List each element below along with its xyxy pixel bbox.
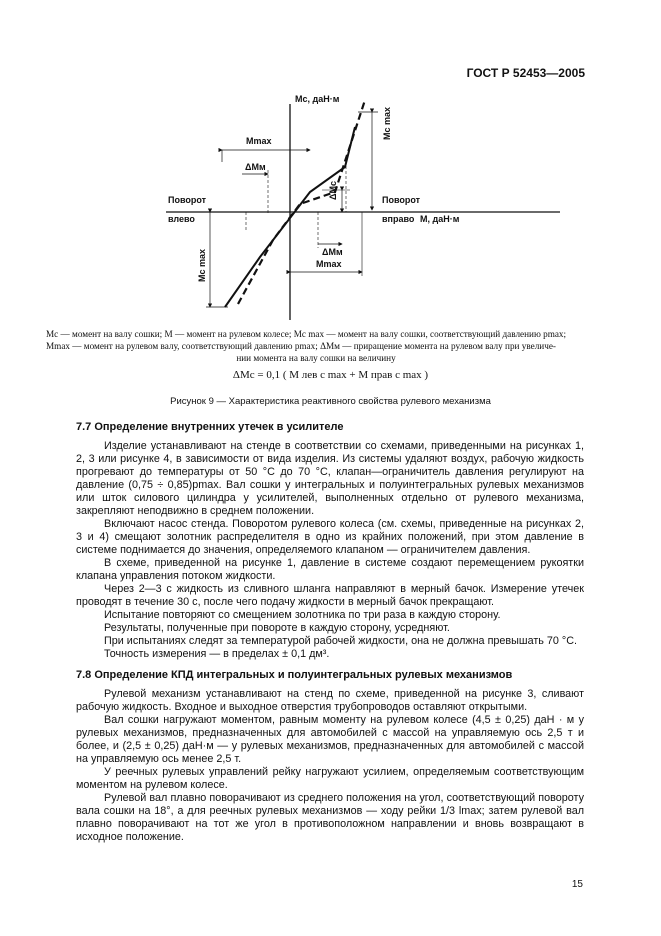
mc-axis-label: Mс, даН·м xyxy=(295,94,340,104)
section-7-7 xyxy=(76,421,584,661)
paragraph: Точность измерения — в пределах ± 0,1 дм³. xyxy=(104,648,330,660)
paragraph: Включают насос стенда. Поворотом рулевого колеса (см. схемы, приведенные на рисунках 2, 3 и 4) смещают золотник распределителя в одно из крайних положений, при этом давление в системе поднимается до значения, определяемого клапаном — ограничителем давления. xyxy=(76,518,584,556)
right-dir-label: вправо xyxy=(382,214,415,224)
dmm-bottom-label: ΔMм xyxy=(322,247,343,257)
figure-legend xyxy=(46,328,586,364)
mmax-top-label: Mmax xyxy=(246,136,272,146)
legend-line-2: Mmax — момент на рулевом валу, соответствующий давлению pmax; ΔMм — приращение момента на рулевом валу при увеличе- xyxy=(46,341,556,351)
dmm-top-label: ΔMм xyxy=(245,162,266,172)
m-axis-label: M, даН·м xyxy=(420,214,460,224)
page-number: 15 xyxy=(571,879,583,890)
paragraph: Изделие устанавливают на стенде в соответствии со схемами, приведенными на рисунках 1, 2, 3 или рисунке 4, в зависимости от вида изделия. Из системы удаляют воздух, рабочую жидкость прогревают до температуры от 50 °С до 70 °С, клапан—ограничитель давления регулируют на давление (0,75 ÷ 0,85)pmax. Вал сошки у интегральных и полуинтегральных рулевых механизмов или шток силового цилиндра у усилителей, выполненных отдельно от рулевого механизма, закрепляют неподвижно в среднем положении. xyxy=(76,440,584,517)
legend-line-1: Mс — момент на валу сошки; M — момент на рулевом колесе; Mс max — момент на валу сошки, соответствующий давлению pmax; xyxy=(46,329,567,339)
section-7-8 xyxy=(76,669,584,844)
figure-caption: Рисунок 9 — Характеристика реактивного свойства рулевого механизма xyxy=(170,396,491,407)
paragraph: Вал сошки нагружают моментом, равным моменту на рулевом колесе (4,5 ± 0,25) даН · м у рулевых механизмов, предназначенных для автомобилей с массой на управляемую ось 2,5 т и более, и (2,5 ± 0,25) даН·м — у рулевых механизмов, предназначенных для автомобилей с массой на управляемую ось менее 2,5 т. xyxy=(76,714,584,765)
formula: ΔMс = 0,1 ( M лев с max + M прав с max ) xyxy=(232,369,429,381)
dmc-label: ΔMс xyxy=(328,181,338,200)
mc-max-label: Mc max xyxy=(382,106,392,140)
right-turn-label: Поворот xyxy=(382,195,421,205)
paragraph: Результаты, полученные при повороте в каждую сторону, усредняют. xyxy=(104,622,450,634)
paragraph: Через 2—3 с жидкость из сливного шланга направляют в мерный бачок. Измерение утечек проводят в течение 30 с, после чего подачу жидкости в мерный бачок прекращают. xyxy=(76,583,584,608)
paragraph: Рулевой вал плавно поворачивают из среднего положения на угол, соответствующий повороту вала сошки на 18°, а для реечных рулевых механизмов — ходу рейки 1/3 lmax; затем рулевой вал плавно поворачивают на тот же угол в противоположном направлении и вновь возвращают в исходное положение. xyxy=(76,792,584,843)
legend-line-3: нии момента на валу сошки на величину xyxy=(236,353,396,363)
reactive-characteristic-figure xyxy=(150,92,580,322)
left-turn-label: Поворот xyxy=(168,195,207,205)
mc-max-left-label: Mc max xyxy=(197,248,207,282)
paragraph: При испытаниях следят за температурой рабочей жидкости, она не должна превышать 70 °С. xyxy=(104,635,578,647)
left-dir-label: влево xyxy=(168,214,195,224)
paragraph: Рулевой механизм устанавливают на стенд по схеме, приведенной на рисунке 3, сливают рабочую жидкость. Входное и выходное отверстия трубопроводов оставляют открытыми. xyxy=(76,688,584,713)
section-7-7-title: 7.7 Определение внутренних утечек в усилителе xyxy=(76,421,344,433)
document-header: ГОСТ Р 52453—2005 xyxy=(466,66,585,80)
paragraph: Испытание повторяют со смещением золотника по три раза в каждую сторону. xyxy=(104,609,501,621)
paragraph: У реечных рулевых управлений рейку нагружают усилием, определяемым соответствующим моментом на рулевом колесе. xyxy=(76,766,584,791)
paragraph: В схеме, приведенной на рисунке 1, давление в системе создают перемещением рукоятки клапана управления потоком жидкости. xyxy=(76,557,584,582)
mmax-bottom-label: Mmax xyxy=(316,259,342,269)
figure-drawing xyxy=(150,92,580,322)
section-7-8-title: 7.8 Определение КПД интегральных и полуинтегральных рулевых механизмов xyxy=(76,669,513,681)
